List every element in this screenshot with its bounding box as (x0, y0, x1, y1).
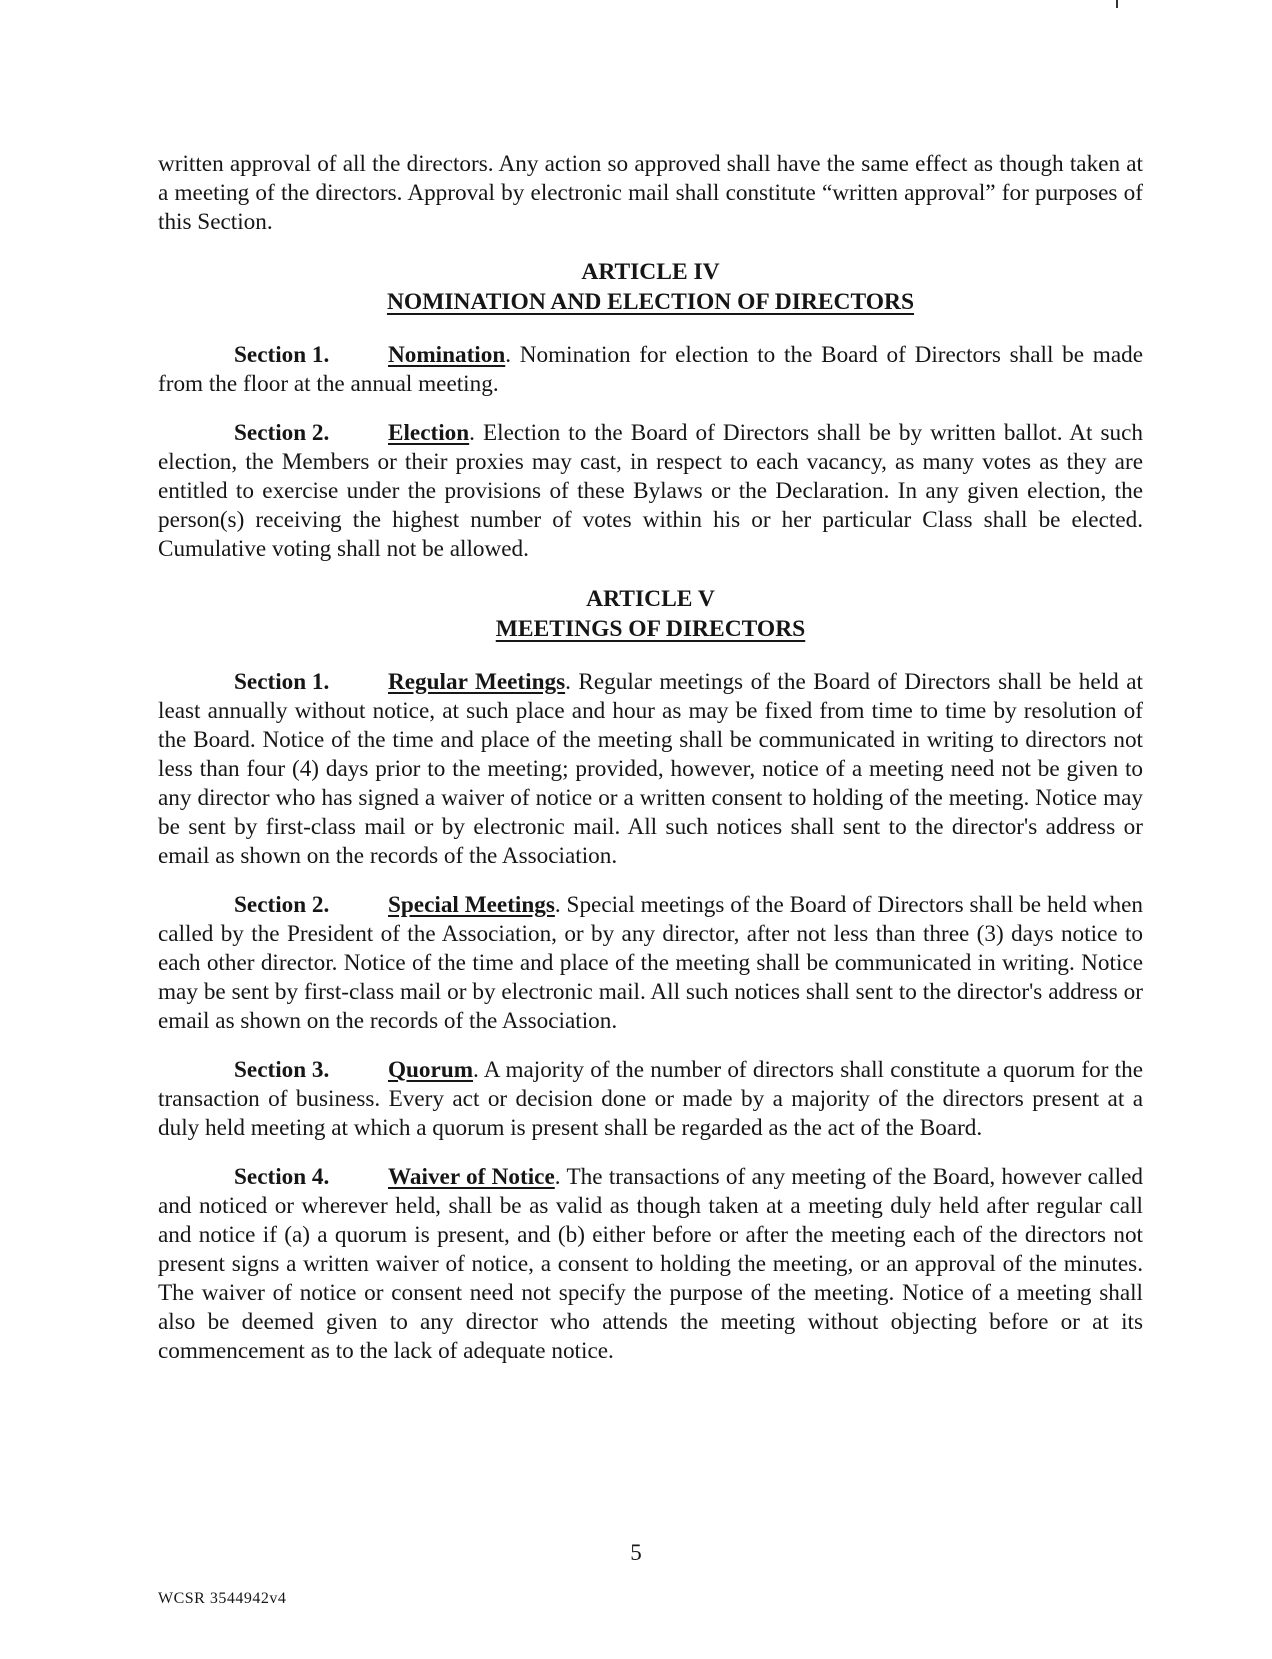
section-label: Section 4. (234, 1164, 330, 1190)
section-body: . The transactions of any meeting of the Board, however called and noticed or wherever held, shall be as valid as though taken at a meeting duly held after regular call and notice if (a) a quorum is present, and (b) either before or after the meeting each of the directors not present signs a written waiver of notice, a consent to holding the meeting, or an approval of the minutes. The waiver of notice or consent need not specify the purpose of the meeting. Notice of a meeting shall also be deemed given to any director who attends the meeting without objecting before or at its commencement as to the lack of adequate notice. (158, 1164, 1143, 1364)
section-body: . Election to the Board of Directors shall be by written ballot. At such election, the Members or their proxies may cast, in respect to each vacancy, as many votes as they are entitled to exercise under the provisions of these Bylaws or the Declaration. In any given election, the person(s) receiving the highest number of votes within his or her particular Class shall be elected. Cumulative voting shall not be allowed. (158, 420, 1143, 562)
article-number: ARTICLE V (586, 586, 715, 612)
article-v-section-4 (158, 1163, 1143, 1366)
article-iv-header (158, 257, 1143, 317)
section-body: . Nomination for election to the Board of Directors shall be made from the floor at the annual meeting. (158, 342, 1143, 397)
article-iv-section-2 (158, 419, 1143, 564)
page-number: 5 (630, 1540, 642, 1565)
section-title: Quorum (388, 1057, 474, 1083)
section-title: Election (388, 420, 470, 446)
section-label: Section 1. (234, 342, 330, 368)
section-body: . Special meetings of the Board of Directors shall be held when called by the President of the Association, or by any director, after not less than three (3) days notice to each other director. Notice of the time and place of the meeting shall be communicated in writing. Notice may be sent by first-class mail or by electronic mail. All such notices shall sent to the director's address or email as shown on the records of the Association. (158, 892, 1143, 1034)
section-title: Nomination (388, 342, 506, 368)
article-v-section-3 (158, 1056, 1143, 1143)
scan-mark (1116, 0, 1118, 8)
article-v-section-2 (158, 891, 1143, 1036)
article-v-section-1 (158, 668, 1143, 871)
article-iv-section-1 (158, 341, 1143, 399)
section-title: Special Meetings (388, 892, 555, 918)
section-body: . A majority of the number of directors shall constitute a quorum for the transaction of business. Every act or decision done or made by a majority of the directors present at a duly held meeting at which a quorum is present shall be regarded as the act of the Board. (158, 1057, 1143, 1141)
article-v-header (158, 584, 1143, 644)
section-label: Section 2. (234, 420, 330, 446)
section-title: Regular Meetings (388, 669, 566, 695)
section-title: Waiver of Notice (388, 1164, 555, 1190)
intro-paragraph: written approval of all the directors. Any action so approved shall have the same effect as though taken at a meeting of the directors. Approval by electronic mail shall constitute “written approval” for purposes of this Section. (158, 151, 1143, 235)
section-label: Section 2. (234, 892, 330, 918)
article-heading: NOMINATION AND ELECTION OF DIRECTORS (386, 289, 915, 315)
article-number: ARTICLE IV (581, 259, 720, 285)
section-body: . Regular meetings of the Board of Directors shall be held at least annually without notice, at such place and hour as may be fixed from time to time by resolution of the Board. Notice of the time and place of the meeting shall be communicated in writing to directors not less than four (4) days prior to the meeting; provided, however, notice of a meeting need not be given to any director who has signed a waiver of notice or a written consent to holding of the meeting. Notice may be sent by first-class mail or by electronic mail. All such notices shall sent to the director's address or email as shown on the records of the Association. (158, 669, 1143, 869)
section-label: Section 3. (234, 1057, 330, 1083)
article-heading: MEETINGS OF DIRECTORS (495, 616, 806, 642)
section-label: Section 1. (234, 669, 330, 695)
document-body (158, 150, 1143, 1366)
document-code: WCSR 3544942v4 (158, 1590, 287, 1607)
